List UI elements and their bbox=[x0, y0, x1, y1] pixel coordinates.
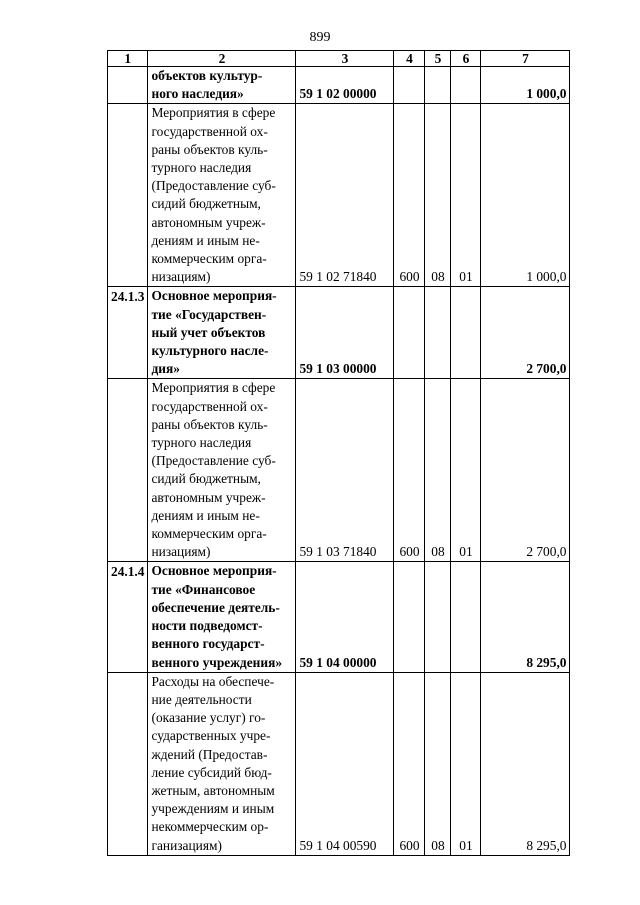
table-row bbox=[108, 104, 570, 287]
row-col6: 01 bbox=[451, 379, 481, 562]
row-col4 bbox=[394, 67, 425, 104]
row-description: Мероприятия в сфере государственной ох- раны объектов куль- турного наследия (Предоставление суб- сидий бюджетным, автономным учреж- дениям и иным не- коммерческим орга- низациям) bbox=[148, 379, 296, 562]
row-col5 bbox=[425, 287, 451, 379]
row-description: Мероприятия в сфере государственной ох- раны объектов куль- турного наследия (Предоставление суб- сидий бюджетным, автономным учреж- дениям и иным не- коммерческим орга- низациям) bbox=[148, 104, 296, 287]
row-col5: 08 bbox=[425, 379, 451, 562]
row-col4 bbox=[394, 562, 425, 672]
row-col6 bbox=[451, 287, 481, 379]
row-amount: 8 295,0 bbox=[481, 672, 570, 855]
row-description: объектов культур- ного наследия» bbox=[148, 67, 296, 104]
row-col6: 01 bbox=[451, 104, 481, 287]
row-number: 24.1.3 bbox=[108, 287, 148, 379]
row-amount: 2 700,0 bbox=[481, 379, 570, 562]
row-number bbox=[108, 67, 148, 104]
row-col5 bbox=[425, 562, 451, 672]
row-col5 bbox=[425, 67, 451, 104]
table-row bbox=[108, 67, 570, 104]
header-row bbox=[108, 51, 570, 67]
row-description: Основное мероприя- тие «Финансовое обеспечение деятель- ности подведомст- венного государст- венного учреждения» bbox=[148, 562, 296, 672]
row-col4: 600 bbox=[394, 104, 425, 287]
row-code: 59 1 04 00590 bbox=[296, 672, 394, 855]
row-col5: 08 bbox=[425, 672, 451, 855]
header-cell-7: 7 bbox=[481, 51, 570, 67]
table-row bbox=[108, 287, 570, 379]
row-amount: 8 295,0 bbox=[481, 562, 570, 672]
budget-table bbox=[107, 50, 570, 856]
row-col4: 600 bbox=[394, 379, 425, 562]
row-amount: 1 000,0 bbox=[481, 67, 570, 104]
page-number: 899 bbox=[309, 30, 331, 45]
header-cell-3: 3 bbox=[296, 51, 394, 67]
row-col6 bbox=[451, 562, 481, 672]
row-col4 bbox=[394, 287, 425, 379]
row-number bbox=[108, 379, 148, 562]
header-cell-1: 1 bbox=[108, 51, 148, 67]
header-cell-5: 5 bbox=[425, 51, 451, 67]
row-code: 59 1 02 71840 bbox=[296, 104, 394, 287]
row-code: 59 1 02 00000 bbox=[296, 67, 394, 104]
row-code: 59 1 03 00000 bbox=[296, 287, 394, 379]
row-number bbox=[108, 104, 148, 287]
row-description: Расходы на обеспече- ние деятельности (оказание услуг) го- сударственных учре- ждений (Предостав- ление субсидий бюд- жетным, автономным учреждениям и иным некоммерческим ор- ганизациям) bbox=[148, 672, 296, 855]
header-cell-6: 6 bbox=[451, 51, 481, 67]
table-row bbox=[108, 672, 570, 855]
table-row bbox=[108, 562, 570, 672]
table-row bbox=[108, 379, 570, 562]
row-col6 bbox=[451, 67, 481, 104]
row-col4: 600 bbox=[394, 672, 425, 855]
row-description: Основное мероприя- тие «Государствен- ный учет объектов культурного насле- дия» bbox=[148, 287, 296, 379]
row-number bbox=[108, 672, 148, 855]
row-amount: 2 700,0 bbox=[481, 287, 570, 379]
row-col6: 01 bbox=[451, 672, 481, 855]
row-col5: 08 bbox=[425, 104, 451, 287]
row-code: 59 1 03 71840 bbox=[296, 379, 394, 562]
header-cell-4: 4 bbox=[394, 51, 425, 67]
row-number: 24.1.4 bbox=[108, 562, 148, 672]
row-code: 59 1 04 00000 bbox=[296, 562, 394, 672]
row-amount: 1 000,0 bbox=[481, 104, 570, 287]
header-cell-2: 2 bbox=[148, 51, 296, 67]
